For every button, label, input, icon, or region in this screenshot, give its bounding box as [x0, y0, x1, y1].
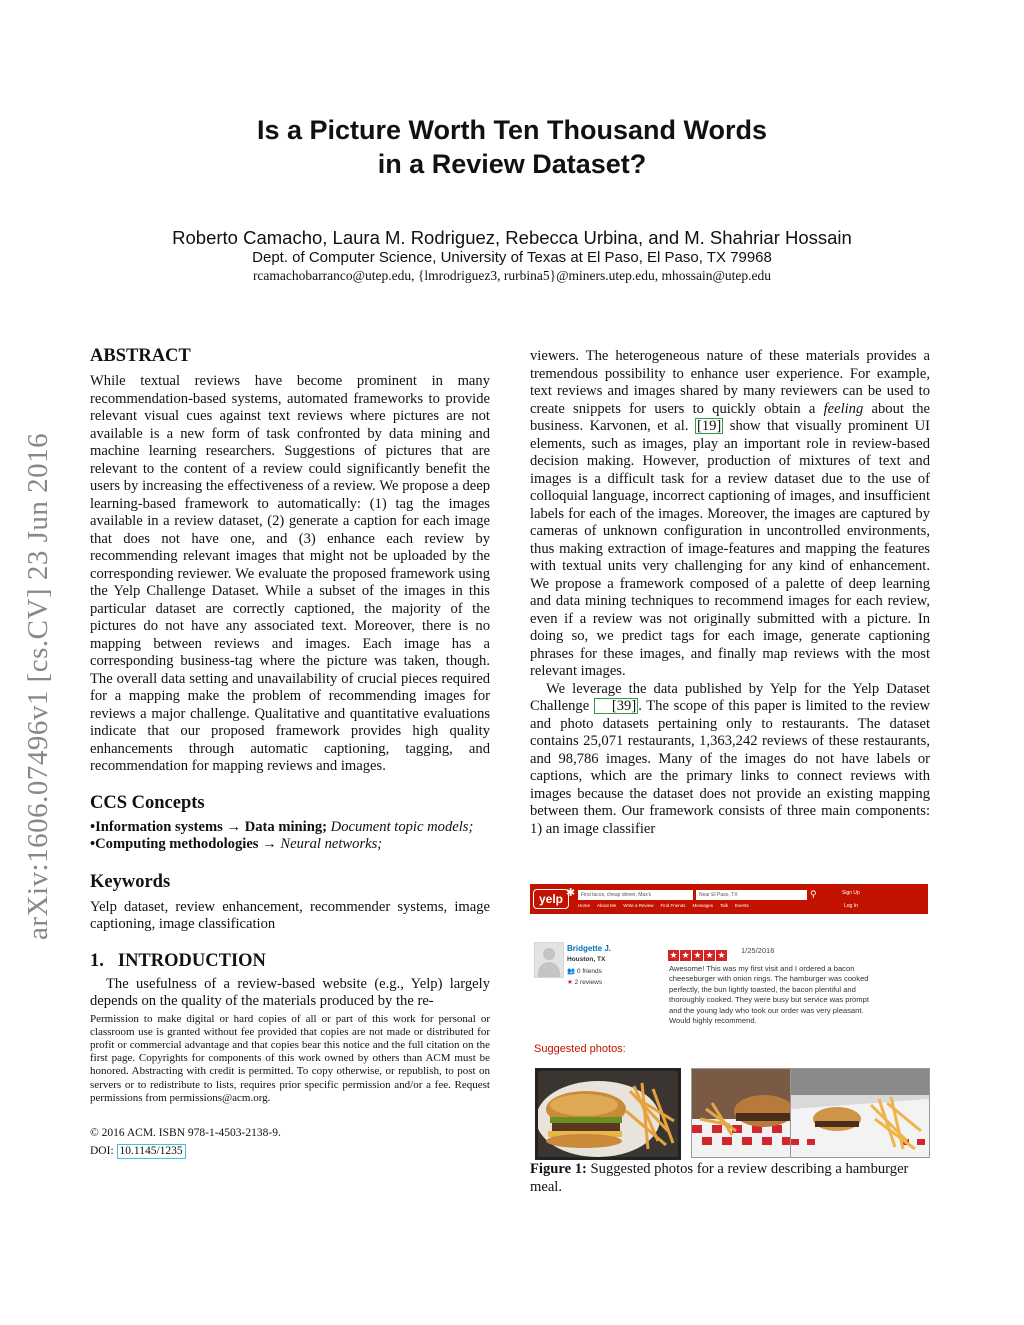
section-number: 1. [90, 950, 104, 971]
burger-paper-image [791, 1069, 929, 1157]
friends-icon: 👥 [567, 968, 576, 975]
review-date: 1/25/2016 [741, 946, 775, 955]
left-column [90, 345, 490, 1159]
yelp-nav [578, 903, 756, 908]
avatar-head [543, 948, 555, 960]
title-line-1: Is a Picture Worth Ten Thousand Words [256, 115, 768, 145]
yelp-near-field: Near El Paso, TX [696, 890, 807, 900]
intro-paragraph-2 [530, 681, 930, 839]
citation-19[interactable]: [19] [696, 418, 722, 434]
star-icon: ★ [669, 950, 678, 960]
avatar-body [538, 962, 560, 977]
yelp-nav-item: Home [578, 903, 591, 908]
yelp-nav-item: Messages [692, 903, 713, 908]
suggested-photo-1 [535, 1068, 681, 1160]
caption-text: Suggested photos for a review describing a hamburger meal. [530, 1161, 909, 1195]
suggested-photo-3 [790, 1068, 930, 1158]
introduction-heading [90, 950, 490, 972]
authors: Roberto Camacho, Laura M. Rodriguez, Rebecca Urbina, and M. Shahriar Hossain [172, 227, 852, 248]
ccs-item-1: •Information systems → Data mining; [90, 818, 327, 835]
reviewer-reviews [567, 978, 602, 986]
yelp-login: Log In [844, 903, 858, 909]
doi-link[interactable]: 10.1145/1235 [117, 1144, 186, 1159]
intro-p1-feeling: feeling [823, 400, 864, 417]
reviewer-name: Bridgette J. [567, 944, 612, 953]
paper-title [0, 113, 1024, 181]
burger-fries-image [538, 1071, 678, 1157]
section-title: INTRODUCTION [117, 950, 266, 971]
citation-39[interactable]: [39] [594, 698, 638, 714]
intro-p2-a: We leverage the data published by Yelp for the Yelp Dataset Challenge [530, 680, 930, 714]
yelp-nav-item: About Me [597, 903, 617, 908]
intro-paragraph-1 [530, 348, 930, 681]
ccs-item-1-topic: Document topic models; [327, 818, 474, 835]
figure-caption [530, 1161, 930, 1196]
ccs-item-2: •Computing methodologies → [90, 836, 281, 852]
title-line-2: in a Review Dataset? [377, 149, 647, 179]
yelp-nav-item: Find Friends [660, 903, 686, 908]
star-icon: ★ [705, 950, 714, 960]
intro-text-left: The usefulness of a review-based website (e.g., Yelp) largely depends on the quality of the materials produced by the re- [90, 975, 490, 1009]
star-rating [668, 945, 728, 963]
star-icon: ★ [717, 950, 726, 960]
friends-count: 0 friends [576, 968, 602, 975]
intro-p1-c: show that visually prominent UI elements, such as images, play an important role in review-based decision making. However, production of mixtures of text and images is a difficult task for a review dataset due to the use of colloquial language, incorrect captioning of images, and insufficient labels for each of the images. Moreover, the images are captured by cameras of unknown configuration in uncontrolled environments, thus making extraction of image-features and mapping the features with textual units very challenging for any kind of enhancement. We propose a framework composed of a palette of deep learning and data mining techniques to recommend images for each review, even if a review was not originally submitted with a picture. In doing so, we predict tags for each image, generate captioning phrases for these images, and finally map reviews with the most relevant images. [530, 418, 930, 679]
reviews-count: 2 reviews [574, 979, 603, 986]
doi-label: DOI: [90, 1144, 117, 1157]
reviewer-location: Houston, TX [567, 956, 606, 963]
reviewer-avatar [534, 942, 564, 978]
permission-notice: Permission to make digital or hard copies of all or part of this work for personal or classroom use is granted without fee provided that copies are not made or distributed for profit or commercial advantage and that copies bear this notice and the full citation on the first page. Copyrights for components of this work owned by others than ACM must be honored. Abstracting with credit is permitted. To copy otherwise, or republish, to post on servers or to redistribute to lists, requires prior specific permission and/or a fee. Request permissions from permissions@acm.org. [90, 1012, 490, 1104]
abstract-heading: ABSTRACT [90, 346, 191, 366]
yelp-logo: yelp [533, 889, 569, 909]
caption-label: Figure 1: [530, 1161, 587, 1177]
star-icon: ★ [681, 950, 690, 960]
author-emails: rcamachobarranco@utep.edu, {lmrodriguez3, rurbina5}@miners.utep.edu, mhossain@utep.edu [252, 268, 772, 283]
doi-line [90, 1144, 490, 1159]
review-text: Awesome! This was my first visit and I ordered a bacon cheeseburger with onion rings. The hamburger was cooked perfectly, the bun lightly toasted, the bacon plentiful and thoroughly cooked. They were busy but service was prompt and the young lady who took our order was very pleasant. Would highly recommend. [669, 964, 869, 1026]
keywords-heading: Keywords [90, 871, 171, 892]
arxiv-identifier: arXiv:1606.07496v1 [cs.CV] 23 Jun 2016 [22, 432, 54, 940]
figure-1 [530, 884, 930, 1204]
yelp-burst-icon: ✱ [566, 887, 576, 899]
reviews-icon: ★ [567, 979, 573, 986]
search-icon: ⚲ [810, 889, 817, 899]
ccs-concepts [90, 819, 490, 854]
right-column [530, 348, 930, 838]
abstract-text: While textual reviews have become prominent in many recommendation-based systems, automated frameworks to provide relevant visual cues against text reviews where pictures are not available is a new form of task confronted by data mining and machine learning researchers. Suggestions of pictures that are relevant to the content of a review could significantly benefit the users by increasing the effectiveness of a review. We propose a deep learning-based framework to automatically: (1) tag the images available in a review dataset, (2) generate a caption for each image that does not have one, and (3) enhance each review by recommending relevant images that might not be uploaded by the corresponding reviewer. We evaluate the proposed framework using the Yelp Challenge Dataset. While a subset of the images in this particular dataset are correctly captioned, the majority of the pictures do not have any associated text. Moreover, there is no mapping between reviews and images. Each image has a corresponding business-tag where the picture was taken, though. The overall data setting and unavailability of crucial pieces required for a mapping make the problem of recommending images for reviews a major challenge. Qualitative and quantitative evaluations indicate that our proposed framework provides high quality enhancements through automatic captioning, tagging, and recommendation for mapping reviews and images. [90, 373, 490, 774]
star-icon: ★ [693, 950, 702, 960]
affiliation: Dept. of Computer Science, University of Texas at El Paso, El Paso, TX 79968 [252, 249, 772, 266]
keywords-text: Yelp dataset, review enhancement, recommender systems, image captioning, image classification [90, 898, 490, 932]
yelp-signup: Sign Up [842, 890, 860, 896]
yelp-header-bar [530, 884, 928, 914]
intro-p1-a: viewers. The heterogeneous nature of these materials provides a tremendous possibility to enhance user experience. For example, text reviews and images shared by many reviewers can be used to create snippets for users to quickly obtain a [530, 348, 930, 417]
reviewer-friends [567, 967, 602, 975]
suggested-photos-label: Suggested photos: [534, 1043, 626, 1055]
ccs-item-2-topic: Neural networks; [280, 836, 383, 852]
yelp-nav-item: Talk [720, 903, 729, 908]
intro-p1-b: about the business. Karvonen, et al. [530, 400, 930, 434]
ccs-heading: CCS Concepts [90, 792, 205, 813]
yelp-nav-item: Events [735, 903, 749, 908]
yelp-find-field: Find tacos, cheap dinner, Max's [578, 890, 693, 900]
copyright-line: © 2016 ACM. ISBN 978-1-4503-2138-9. [90, 1126, 281, 1139]
intro-p2-b: . The scope of this paper is limited to the review and photo datasets pertaining only to restaurants. The dataset contains 25,071 restaurants, 1,363,242 reviews of these restaurants, and 98,786 images. Many of the images do not have labels or captions, which are the primary links to connect reviews with images because the dataset does not provide an existing mapping between them. Our framework consists of three main components: 1) an image classifier [530, 698, 930, 837]
yelp-nav-item: Write a Review [623, 903, 654, 908]
